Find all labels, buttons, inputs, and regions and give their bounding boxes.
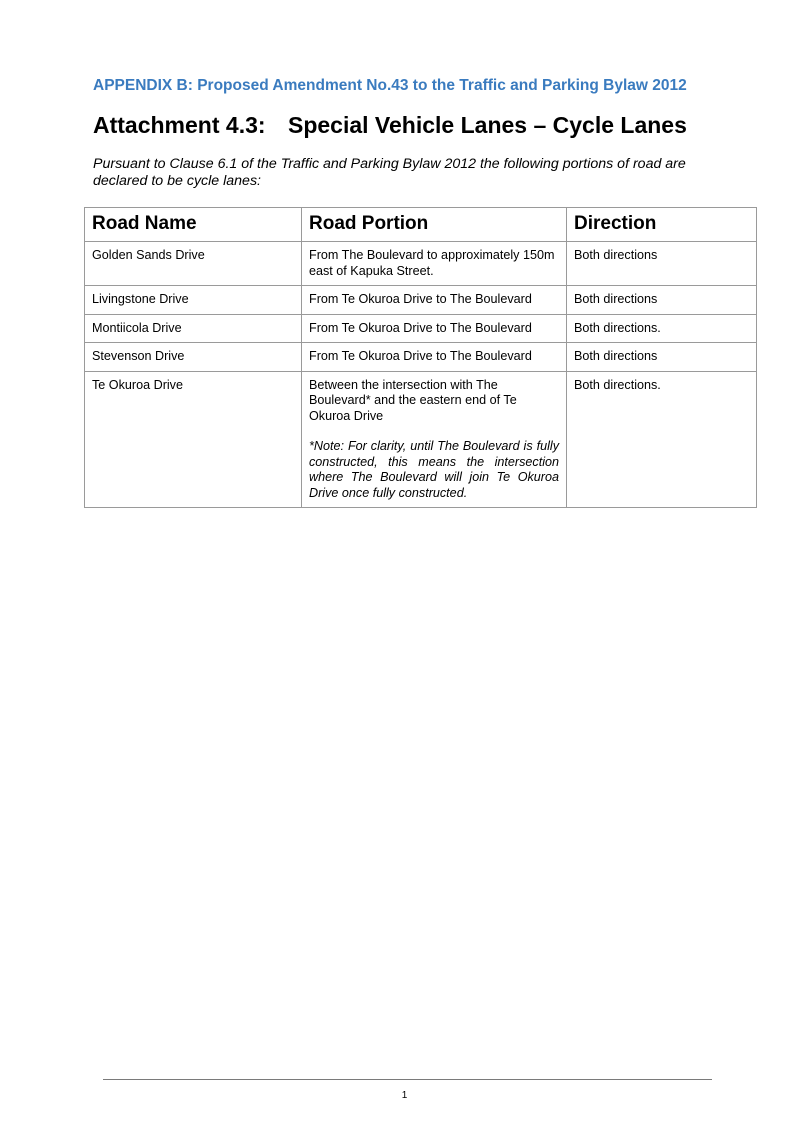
table-row <box>85 371 757 508</box>
direction-cell: Both directions <box>567 242 757 286</box>
road-portion-cell <box>302 371 567 508</box>
road-portion-cell: From Te Okuroa Drive to The Boulevard <box>302 314 567 343</box>
road-portion-text: Between the intersection with The Boulevard* and the eastern end of Te Okuroa Drive <box>309 377 517 423</box>
road-portion-cell: From The Boulevard to approximately 150m east of Kapuka Street. <box>302 242 567 286</box>
direction-cell: Both directions <box>567 343 757 372</box>
header-road-name: Road Name <box>85 208 302 242</box>
road-portion-cell: From Te Okuroa Drive to The Boulevard <box>302 343 567 372</box>
road-name-cell: Livingstone Drive <box>85 286 302 315</box>
footer-rule <box>103 1079 712 1080</box>
attachment-number: Attachment 4.3: <box>93 112 266 138</box>
clarity-note: *Note: For clarity, until The Boulevard is fully constructed, this means the intersection where The Boulevard will join Te Okuroa Drive once fully constructed. <box>309 439 559 500</box>
direction-cell: Both directions. <box>567 314 757 343</box>
table-row <box>85 242 757 286</box>
table-row <box>85 314 757 343</box>
table-row <box>85 343 757 372</box>
road-portion-cell: From Te Okuroa Drive to The Boulevard <box>302 286 567 315</box>
road-name-cell: Montiicola Drive <box>85 314 302 343</box>
header-direction: Direction <box>567 208 757 242</box>
road-name-cell: Te Okuroa Drive <box>85 371 302 508</box>
appendix-heading: APPENDIX B: Proposed Amendment No.43 to the Traffic and Parking Bylaw 2012 <box>93 77 687 94</box>
attachment-name: Special Vehicle Lanes – Cycle Lanes <box>288 112 687 138</box>
road-name-cell: Stevenson Drive <box>85 343 302 372</box>
direction-cell: Both directions. <box>567 371 757 508</box>
intro-paragraph: Pursuant to Clause 6.1 of the Traffic and Parking Bylaw 2012 the following portions of road are declared to be cycle lanes: <box>93 156 686 189</box>
attachment-title <box>93 112 773 139</box>
cycle-lanes-table <box>84 207 757 508</box>
road-name-cell: Golden Sands Drive <box>85 242 302 286</box>
page-number: 1 <box>401 1090 408 1101</box>
table-row <box>85 286 757 315</box>
direction-cell: Both directions <box>567 286 757 315</box>
table-header-row <box>85 208 757 242</box>
header-road-portion: Road Portion <box>302 208 567 242</box>
